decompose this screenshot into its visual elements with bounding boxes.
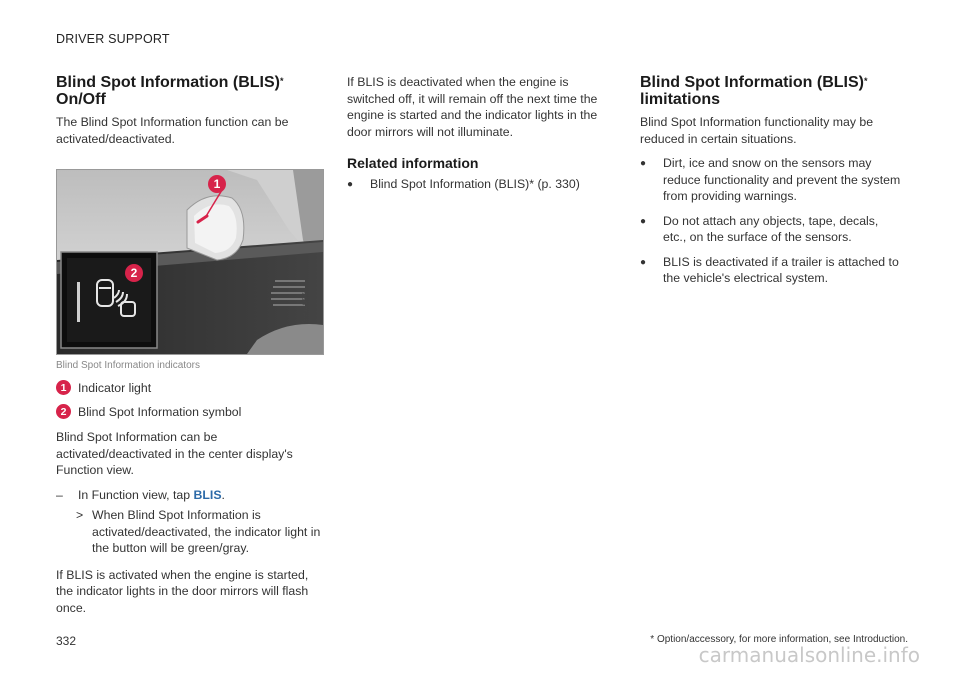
activate-text: Blind Spot Information can be activated/deactivated in the center display's Function view. xyxy=(56,430,293,477)
limitation-item: ● Do not attach any objects, tape, decals, etc., on the surface of the sensors. xyxy=(640,213,879,244)
section-title-limitations: Blind Spot Information (BLIS)* limitations xyxy=(640,74,868,108)
blis-button-reference: BLIS xyxy=(193,487,222,502)
section-title-on-off: Blind Spot Information (BLIS)* On/Off xyxy=(56,74,284,108)
intro-text: The Blind Spot Information function can be activated/deactivated. xyxy=(56,115,289,146)
door-mirror-illustration xyxy=(57,170,323,354)
legend-badge-1: 1 xyxy=(56,380,71,395)
column-continued xyxy=(347,74,609,194)
related-information-heading: Related information xyxy=(347,155,479,171)
related-link-item[interactable]: ● Blind Spot Information (BLIS)* (p. 330) xyxy=(347,176,609,194)
blis-indicator-illustration xyxy=(56,169,324,355)
deactivated-text: If BLIS is deactivated when the engine is switched off, it will remain off the next time the engine is started and the indicator lights in the door mirrors will not illuminate. xyxy=(347,75,598,139)
section-label: DRIVER SUPPORT xyxy=(56,32,170,46)
limitations-intro: Blind Spot Information functionality may be reduced in certain situations. xyxy=(640,115,874,146)
watermark: carmanualsonline.info xyxy=(698,643,920,667)
figure-marker-1: 1 xyxy=(208,175,226,193)
legend-item-2: 2 Blind Spot Information symbol xyxy=(56,404,324,419)
legend-item-1: 1 Indicator light xyxy=(56,380,324,395)
footnote: * Option/accessory, for more information, see Introduction. xyxy=(650,634,908,645)
legend-badge-2: 2 xyxy=(56,404,71,419)
column-blis-limitations xyxy=(640,74,902,287)
column-blis-on-off xyxy=(56,74,324,616)
limitation-item: ● BLIS is deactivated if a trailer is attached to the vehicle's electrical system. xyxy=(640,254,899,285)
engine-started-text: If BLIS is activated when the engine is started, the indicator lights in the door mirrors will flash once. xyxy=(56,567,309,615)
related-link[interactable]: Blind Spot Information (BLIS)* (p. 330) xyxy=(370,177,580,191)
figure-marker-2: 2 xyxy=(125,264,143,282)
page-number: 332 xyxy=(56,634,77,648)
instruction-step: – In Function view, tap BLIS. xyxy=(56,487,225,502)
figure-code: G062086 xyxy=(301,291,309,324)
figure-caption: Blind Spot Information indicators xyxy=(56,360,200,371)
limitation-item: ● Dirt, ice and snow on the sensors may reduce functionality and prevent the system from providing warnings. xyxy=(640,156,901,203)
instruction-result: > When Blind Spot Information is activated/deactivated, the indicator light in the button will be green/gray. xyxy=(76,508,321,555)
